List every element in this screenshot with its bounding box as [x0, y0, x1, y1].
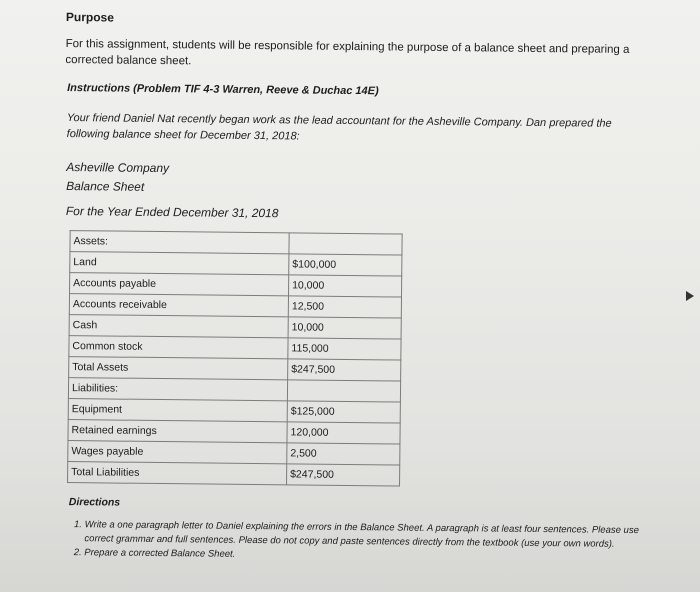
list-item: 1. Write a one paragraph letter to Daniel explaining the errors in the Balance Sheet. A paragraph is at least four sentences. Please use correct grammar and full sentences. Please do not copy and paste sentences directly from the textbook (use your own words).	[84, 518, 644, 552]
list-item: 2. Prepare a corrected Balance Sheet.	[84, 546, 644, 566]
assignment-content	[64, 8, 664, 560]
row-amount: 12,500	[288, 296, 401, 318]
row-label: Retained earnings	[68, 420, 287, 443]
company-name: Asheville Company	[66, 160, 170, 176]
row-amount: $247,500	[288, 359, 401, 381]
row-label: Accounts receivable	[69, 294, 288, 317]
row-amount: 10,000	[288, 317, 401, 339]
row-label: Wages payable	[68, 441, 287, 464]
row-label: Assets:	[70, 231, 289, 254]
row-amount: 2,500	[287, 443, 400, 465]
directions-heading: Directions	[68, 496, 121, 509]
row-label: Accounts payable	[70, 273, 289, 296]
row-amount: 120,000	[287, 422, 400, 444]
cursor-arrow-icon	[686, 291, 694, 301]
purpose-heading: Purpose	[65, 10, 114, 25]
statement-header	[66, 158, 169, 197]
directions-list	[68, 518, 644, 566]
row-label: Common stock	[69, 336, 288, 359]
instructions-heading: Instructions (Problem TIF 4-3 Warren, Reeve & Duchac 14E)	[67, 82, 379, 98]
row-label: Total Liabilities	[68, 462, 287, 485]
row-amount	[287, 380, 400, 402]
statement-title: Balance Sheet	[66, 179, 145, 194]
purpose-text: For this assignment, students will be responsible for explaining the purpose of a balance sheet and preparing a corrected balance sheet.	[65, 38, 630, 68]
row-label: Liabilities:	[68, 378, 287, 401]
row-label: Total Assets	[69, 357, 288, 380]
statement-period: For the Year Ended December 31, 2018	[65, 204, 279, 221]
table-row	[68, 462, 400, 486]
row-label: Cash	[69, 315, 288, 338]
row-amount: $247,500	[287, 464, 400, 486]
row-amount: 115,000	[288, 338, 401, 360]
row-amount: $100,000	[289, 254, 402, 276]
instructions-text: Your friend Daniel Nat recently began work as the lead accountant for the Asheville Company. Dan prepared the following balance sheet for December 31, 2018:	[66, 112, 612, 143]
balance-sheet-table	[67, 230, 403, 486]
row-amount: $125,000	[287, 401, 400, 423]
row-amount	[289, 233, 402, 255]
row-amount: 10,000	[288, 275, 401, 297]
row-label: Equipment	[68, 399, 287, 422]
row-label: Land	[70, 252, 289, 275]
